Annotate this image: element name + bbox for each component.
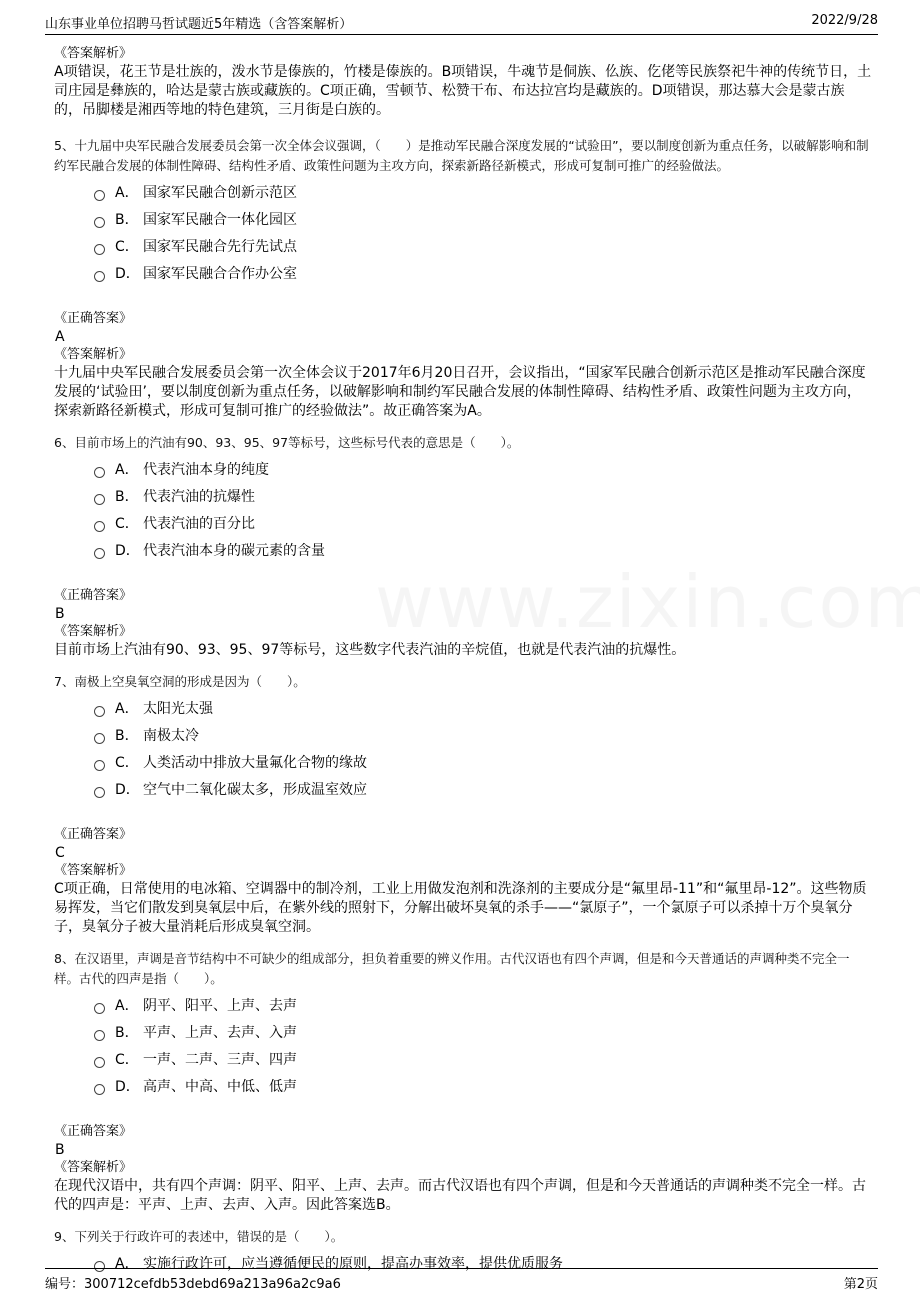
option-list [54, 696, 872, 804]
analysis-text: A项错误，花王节是壮族的，泼水节是傣族的，竹楼是傣族的。B项错误，牛魂节是侗族、仫族、仡佬等民族祭祀牛神的传统节日，土司庄园是彝族的，哈达是蒙古族或藏族的。C项正确，雪顿节、松赞干布、布达拉宫均是藏族的。D项错误，那达慕大会是蒙古族的，吊脚楼是湘西等地的特色建筑，三月街是白族的。 [54, 64, 872, 118]
radio-icon[interactable] [94, 1084, 105, 1095]
option-d[interactable]: D． 高声、中高、中低、低声 [94, 1074, 872, 1101]
radio-icon[interactable] [94, 706, 105, 717]
radio-icon[interactable] [94, 1003, 105, 1014]
option-c[interactable]: C． 人类活动中排放大量氟化合物的缘故 [94, 750, 872, 777]
analysis-label: 《答案解析》 [54, 1160, 133, 1175]
radio-icon[interactable] [94, 521, 105, 532]
question-stem: 5、十九届中央军民融合发展委员会第一次全体会议强调，（ ）是推动军民融合深度发展的“试验田”，要以制度创新为重点任务，以破解影响和制约军民融合发展的体制性障碍、结构性矛盾、政策性问题为主攻方向，探索新路径新模式，形成可复制可推广的经验做法。 [54, 138, 869, 173]
analysis-text: C项正确，日常使用的电冰箱、空调器中的制冷剂，工业上用做发泡剂和洗涤剂的主要成分是“氟里昂-11”和“氟里昂-12”。这些物质易挥发，当它们散发到臭氧层中后，在紫外线的照射下，分解出破坏臭氧的杀手——“氯原子”，一个氯原子可以杀掉十万个臭氧分子，臭氧分子被大量消耗后形成臭氧空洞。 [54, 881, 867, 935]
question-stem: 8、在汉语里，声调是音节结构中不可缺少的组成部分，担负着重要的辨义作用。古代汉语也有四个声调，但是和今天普通话的声调种类不完全一样。古代的四声是指（ ）。 [54, 951, 850, 986]
analysis-label: 《答案解析》 [54, 624, 133, 639]
page-footer [45, 1268, 878, 1291]
question-stem: 6、目前市场上的汽油有90、93、95、97等标号，这些标号代表的意思是（ ）。 [54, 435, 520, 450]
option-list [54, 180, 872, 288]
option-d[interactable]: D． 空气中二氧化碳太多，形成温室效应 [94, 777, 872, 804]
correct-answer-label: 《正确答案》 [54, 588, 133, 603]
radio-icon[interactable] [94, 733, 105, 744]
radio-icon[interactable] [94, 548, 105, 559]
correct-answer-label: 《正确答案》 [54, 827, 133, 842]
option-a[interactable]: A． 国家军民融合创新示范区 [94, 180, 872, 207]
correct-answer: B [55, 606, 65, 622]
correct-answer: A [55, 329, 65, 345]
option-a[interactable]: A． 代表汽油本身的纯度 [94, 457, 872, 484]
option-b[interactable]: B． 南极太冷 [94, 723, 872, 750]
option-d[interactable]: D． 代表汽油本身的碳元素的含量 [94, 538, 872, 565]
radio-icon[interactable] [94, 217, 105, 228]
document-code: 编号：300712cefdb53debd69a213a96a2c9a6 [45, 1277, 341, 1292]
option-b[interactable]: B． 国家军民融合一体化园区 [94, 207, 872, 234]
question-stem: 9、下列关于行政许可的表述中，错误的是（ ）。 [54, 1229, 344, 1244]
option-a[interactable]: A． 太阳光太强 [94, 696, 872, 723]
radio-icon[interactable] [94, 244, 105, 255]
analysis-text: 在现代汉语中，共有四个声调：阴平、阳平、上声、去声。而古代汉语也有四个声调，但是和今天普通话的声调种类不完全一样。古代的四声是：平声、上声、去声、入声。因此答案选B。 [54, 1178, 866, 1213]
radio-icon[interactable] [94, 271, 105, 282]
option-a[interactable]: A． 阴平、阳平、上声、去声 [94, 993, 872, 1020]
option-list [54, 993, 872, 1101]
document-body [54, 44, 872, 1278]
radio-icon[interactable] [94, 190, 105, 201]
radio-icon[interactable] [94, 467, 105, 478]
analysis-label: 《答案解析》 [54, 46, 133, 61]
document-date: 2022/9/28 [811, 13, 878, 28]
page-header [45, 12, 878, 35]
option-list [54, 457, 872, 565]
option-c[interactable]: C． 国家军民融合先行先试点 [94, 234, 872, 261]
option-b[interactable]: B． 平声、上声、去声、入声 [94, 1020, 872, 1047]
option-c[interactable]: C． 代表汽油的百分比 [94, 511, 872, 538]
analysis-label: 《答案解析》 [54, 863, 133, 878]
radio-icon[interactable] [94, 1057, 105, 1068]
page-number: 第2页 [843, 1277, 878, 1292]
document-title: 山东事业单位招聘马哲试题近5年精选（含答案解析） [45, 17, 353, 32]
correct-answer: B [55, 1142, 65, 1158]
analysis-text: 目前市场上汽油有90、93、95、97等标号，这些数字代表汽油的辛烷值，也就是代表汽油的抗爆性。 [54, 642, 686, 658]
option-d[interactable]: D． 国家军民融合合作办公室 [94, 261, 872, 288]
correct-answer-label: 《正确答案》 [54, 311, 133, 326]
correct-answer: C [55, 845, 65, 861]
radio-icon[interactable] [94, 494, 105, 505]
radio-icon[interactable] [94, 760, 105, 771]
question-stem: 7、南极上空臭氧空洞的形成是因为（ ）。 [54, 674, 306, 689]
correct-answer-label: 《正确答案》 [54, 1124, 133, 1139]
option-a[interactable]: A． 实施行政许可，应当遵循便民的原则，提高办事效率，提供优质服务 [94, 1251, 872, 1278]
analysis-text: 十九届中央军民融合发展委员会第一次全体会议于2017年6月20日召开，会议指出，“国家军民融合创新示范区是推动军民融合深度发展的‘试验田’，要以制度创新为重点任务，以破解影响和制约军民融合发展的体制性障碍、结构性矛盾、政策性问题为主攻方向，探索新路径新模式，形成可复制可推广的经验做法”。故正确答案为A。 [54, 365, 866, 419]
option-c[interactable]: C． 一声、二声、三声、四声 [94, 1047, 872, 1074]
option-b[interactable]: B． 代表汽油的抗爆性 [94, 484, 872, 511]
radio-icon[interactable] [94, 787, 105, 798]
analysis-label: 《答案解析》 [54, 347, 133, 362]
radio-icon[interactable] [94, 1030, 105, 1041]
